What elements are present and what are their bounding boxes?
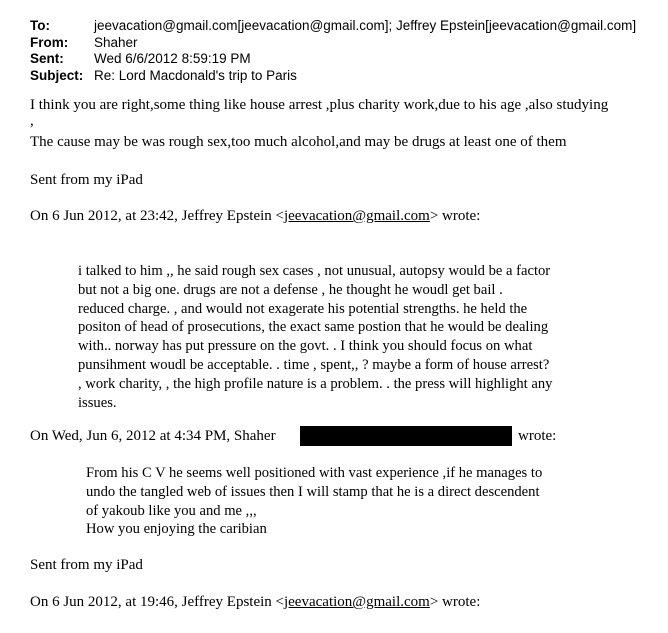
quote-header-2-prefix: On Wed, Jun 6, 2012 at 4:34 PM, Shaher <box>30 428 276 444</box>
body-line-1b: , <box>30 113 34 129</box>
from-label: From: <box>30 34 69 50</box>
quote-1-prefix: On 6 Jun 2012, at 23:42, Jeffrey Epstein < <box>30 208 284 224</box>
subject-value: Re: Lord Macdonald's trip to Paris <box>94 67 297 83</box>
quote-3-prefix: On 6 Jun 2012, at 19:46, Jeffrey Epstein < <box>30 594 284 610</box>
sent-row <box>30 51 636 68</box>
sent-label: Sent: <box>30 51 64 66</box>
quote-1-email-link[interactable]: jeevacation@gmail.com <box>283 208 430 224</box>
from-row <box>30 35 636 52</box>
quote-3-email-link[interactable]: jeevacation@gmail.com <box>283 594 430 610</box>
signature-2: Sent from my iPad <box>30 557 143 573</box>
to-row <box>30 18 636 35</box>
signature-1: Sent from my iPad <box>30 172 143 188</box>
body-line-1: I think you are right,some thing like house arrest ,plus charity work,due to his age ,also studying <box>30 97 609 113</box>
sent-value: Wed 6/6/2012 8:59:19 PM <box>94 51 251 66</box>
email-header <box>30 18 636 84</box>
subject-row <box>30 68 636 85</box>
quote-header-2-suffix: wrote: <box>518 428 557 444</box>
body-line-2: The cause may be was rough sex,too much alcohol,and may be drugs at least one of them <box>30 134 567 150</box>
quote-1-suffix: > wrote: <box>429 208 481 224</box>
to-value: jeevacation@gmail.com[jeevacation@gmail.com]; Jeffrey Epstein[jeevacation@gmail.com] <box>94 18 637 33</box>
quote-header-1 <box>30 207 480 226</box>
subject-label: Subject: <box>30 67 84 83</box>
to-label: To: <box>30 18 50 33</box>
redaction-bar <box>300 426 512 446</box>
quote-3-suffix: > wrote: <box>429 594 481 610</box>
quote-header-3 <box>30 593 480 612</box>
from-value: Shaher <box>94 34 138 50</box>
quoted-reply: i talked to him ,, he said rough sex cases , not unusual, autopsy would be a factor but not a big one. drugs are not a defense , he thought he woudl get bail . reduced charge. , and would not exagerate his potential strengths. he held the positon of head of prosecutions, the exact same postion that he would be dealing with.. norway has put pressure on the govt. . I think you should focus on what punsihment woudl be acceptable. . time , spent,, ? maybe a form of house arrest? , work charity, , the high profile nature is a problem. . the press will highlight any issues. <box>78 263 553 411</box>
quoted-original: From his C V he seems well positioned with vast experience ,if he manages to undo the tangled web of issues then I will stamp that he is a direct descendent of yakoub like you and me ,,, How you enjoying the caribian <box>86 465 543 538</box>
